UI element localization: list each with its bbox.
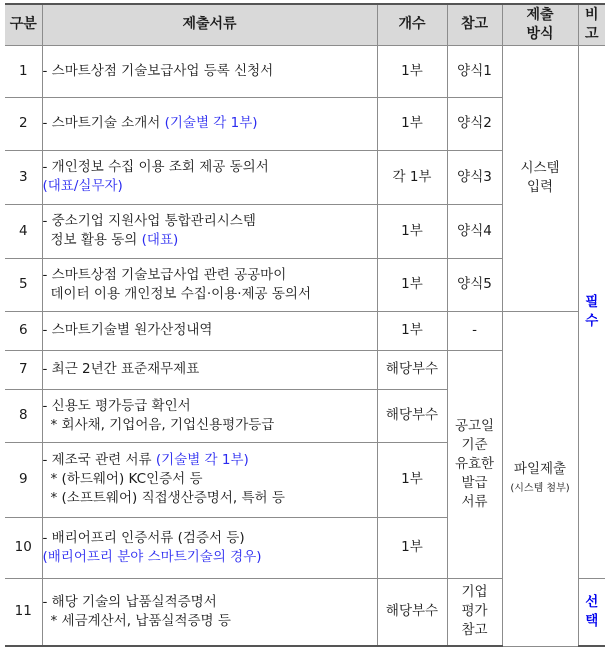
document-name-text: - 신용도 평가등급 확인서	[42, 397, 191, 414]
document-name	[42, 442, 377, 517]
document-ref: -	[447, 311, 502, 350]
document-name-line2: 데이터 이용 개인정보 수집·이용·제공 동의서	[50, 285, 311, 302]
note-char: 택	[585, 612, 599, 629]
document-ref: 양식4	[447, 204, 502, 258]
document-ref: 양식1	[447, 45, 502, 97]
row-number: 1	[5, 45, 42, 97]
document-name-highlight: (배리어프리 분야 스마트기술의 경우)	[42, 548, 262, 565]
document-name-text: - 개인정보 수집 이용 조회 제공 동의서	[42, 159, 269, 175]
document-count: 1부	[377, 97, 447, 150]
ref-company-eval	[447, 578, 502, 646]
row-number: 3	[5, 150, 42, 204]
document-name-highlight: (대표/실무자)	[42, 178, 123, 194]
document-name	[42, 45, 377, 97]
document-name-text: - 최근 2년간 표준재무제표	[42, 361, 200, 377]
document-name-line1	[43, 451, 377, 470]
table-row	[5, 311, 605, 350]
document-count: 1부	[377, 258, 447, 311]
document-count: 해당부수	[377, 578, 447, 646]
row-number: 4	[5, 204, 42, 258]
ref-valid-docs	[447, 350, 502, 578]
row-number: 5	[5, 258, 42, 311]
header-no: 구분	[5, 4, 42, 45]
ref-line: 참고	[461, 622, 488, 639]
ref-line: 기준	[461, 436, 488, 453]
document-name-highlight: (기술별 각 1부)	[164, 115, 258, 131]
document-name-text: - 제조국 관련 서류	[42, 452, 152, 468]
header-method-line2: 방식	[526, 25, 554, 42]
ref-line: 발급	[461, 474, 488, 491]
ref-line: 기업	[461, 584, 488, 601]
document-ref: 양식2	[447, 97, 502, 150]
document-count: 1부	[377, 311, 447, 350]
header-docs: 제출서류	[42, 4, 377, 45]
document-name-text: - 배리어프리 인증서류 (검증서 등)	[42, 529, 245, 546]
document-name-line3: * (소프트웨어) 직접생산증명서, 특허 등	[50, 490, 285, 506]
document-count: 해당부수	[377, 389, 447, 442]
method-line: 입력	[526, 179, 554, 195]
document-name-text: - 해당 기술의 납품실적증명서	[42, 593, 217, 610]
header-count: 개수	[377, 4, 447, 45]
header-note-line1: 비	[584, 6, 599, 23]
row-number: 9	[5, 442, 42, 517]
document-name-line2-text: 정보 활용 동의	[50, 232, 138, 248]
document-name-text: - 스마트기술별 원가산정내역	[42, 322, 213, 338]
header-method-line1: 제출	[526, 6, 554, 23]
document-ref: 양식5	[447, 258, 502, 311]
document-name-line2: * 회사채, 기업어음, 기업신용평가등급	[50, 416, 275, 433]
document-name	[42, 258, 377, 311]
document-name	[42, 517, 377, 578]
document-name-highlight: (기술별 각 1부)	[155, 452, 249, 468]
row-number: 11	[5, 578, 42, 646]
ref-line: 평가	[461, 603, 488, 620]
header-method	[502, 4, 578, 45]
note-required	[578, 45, 605, 578]
document-ref: 양식3	[447, 150, 502, 204]
document-name	[42, 389, 377, 442]
document-count: 해당부수	[377, 350, 447, 389]
document-name	[42, 150, 377, 204]
row-number: 7	[5, 350, 42, 389]
header-note	[578, 4, 605, 45]
row-number: 2	[5, 97, 42, 150]
method-line: 파일제출	[513, 460, 567, 477]
document-name-line2: * 세금계산서, 납품실적증명 등	[50, 612, 231, 629]
table-row	[5, 45, 605, 97]
ref-line: 유효한	[454, 455, 495, 472]
note-char: 필	[585, 293, 599, 310]
header-row	[5, 4, 605, 45]
document-name	[42, 350, 377, 389]
document-name	[42, 578, 377, 646]
document-count: 각 1부	[377, 150, 447, 204]
document-name-highlight: (대표)	[141, 232, 179, 248]
document-name-line2: * (하드웨어) KC인증서 등	[50, 471, 203, 487]
method-file-submit	[502, 311, 578, 646]
note-optional	[578, 578, 605, 646]
document-name	[42, 311, 377, 350]
document-name	[42, 204, 377, 258]
document-count: 1부	[377, 517, 447, 578]
ref-line: 공고일	[454, 417, 495, 434]
row-number: 8	[5, 389, 42, 442]
method-subtext: (시스템 첨부)	[510, 482, 570, 494]
documents-table	[5, 3, 605, 647]
document-count: 1부	[377, 442, 447, 517]
document-name-text: - 스마트상점 기술보급사업 등록 신청서	[42, 62, 274, 79]
document-name-line2	[43, 231, 377, 250]
document-name-text: - 스마트기술 소개서	[42, 115, 161, 131]
document-name	[42, 97, 377, 150]
ref-line: 서류	[461, 493, 488, 510]
note-char: 선	[585, 593, 599, 610]
header-ref: 참고	[447, 4, 502, 45]
note-char: 수	[585, 312, 599, 329]
document-name-text: - 중소기업 지원사업 통합관리시스템	[42, 213, 256, 229]
method-system-input	[502, 45, 578, 311]
document-count: 1부	[377, 204, 447, 258]
header-note-line2: 고	[584, 25, 599, 42]
row-number: 10	[5, 517, 42, 578]
method-line: 시스템	[520, 160, 560, 176]
document-count: 1부	[377, 45, 447, 97]
document-name-text: - 스마트상점 기술보급사업 관련 공공마이	[42, 266, 287, 283]
row-number: 6	[5, 311, 42, 350]
